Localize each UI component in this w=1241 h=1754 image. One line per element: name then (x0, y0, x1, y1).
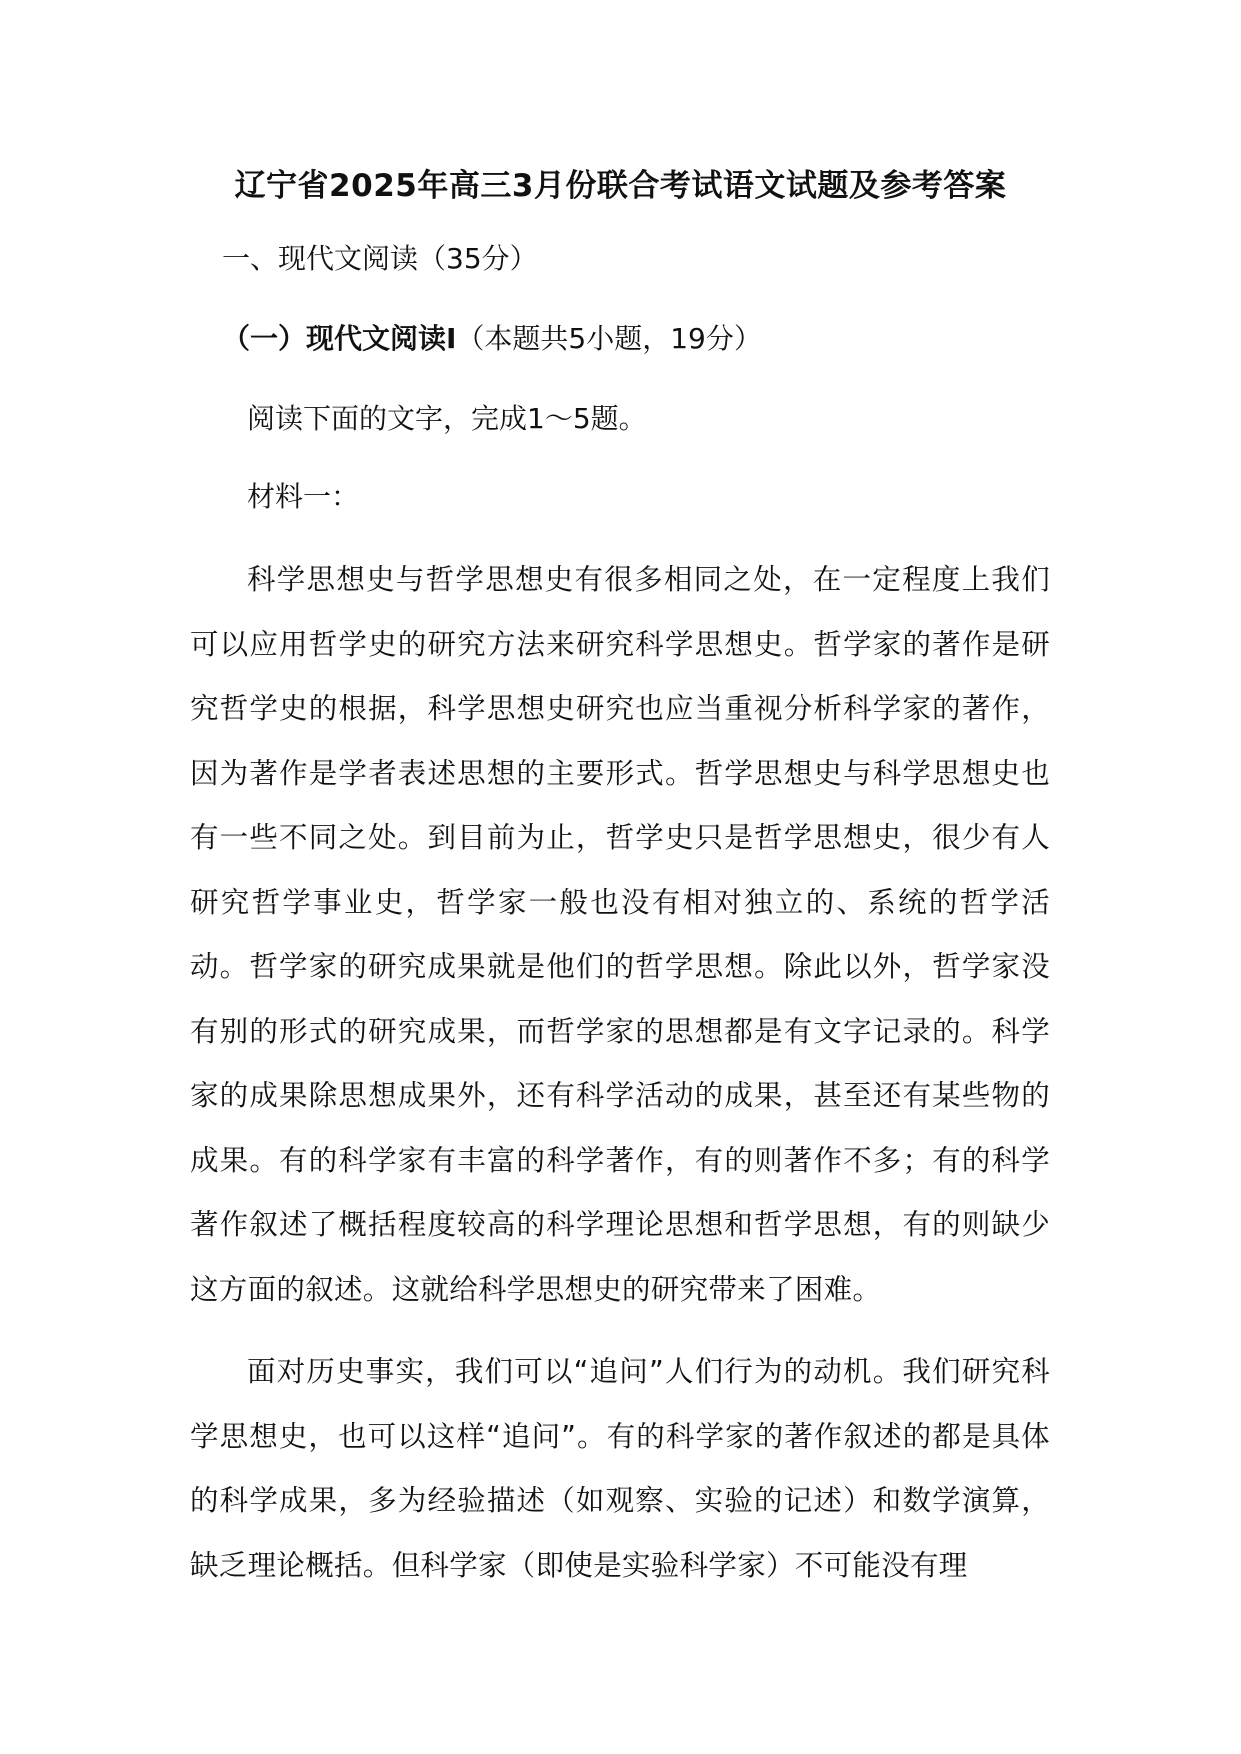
subsection-heading-note: （本题共5小题，19分） (456, 322, 762, 355)
section-heading: 一、现代文阅读（35分） (222, 242, 538, 275)
subsection-heading (222, 317, 762, 357)
document-title: 辽宁省2025年高三3月份联合考试语文试题及参考答案 (234, 168, 1007, 204)
material-label: 材料一： (247, 480, 360, 513)
subsection-heading-title: （一）现代文阅读Ⅰ (222, 322, 457, 355)
body-paragraph: 科学思想史与哲学思想史有很多相同之处，在一定程度上我们可以应用哲学史的研究方法来研究科学思想史。哲学家的著作是研究哲学史的根据，科学思想史研究也应当重视分析科学家的著作，因为著作是学者表述思想的主要形式。哲学思想史与科学思想史也有一些不同之处。到目前为止，哲学史只是哲学思想史，很少有人研究哲学事业史，哲学家一般也没有相对独立的、系统的哲学活动。哲学家的研究成果就是他们的哲学思想。除此以外，哲学家没有别的形式的研究成果，而哲学家的思想都是有文字记录的。科学家的成果除思想成果外，还有科学活动的成果，甚至还有某些物的成果。有的科学家有丰富的科学著作，有的则著作不多；有的科学著作叙述了概括程度较高的科学理论思想和哲学思想，有的则缺少这方面的叙述。这就给科学思想史的研究带来了困难。 (190, 563, 1050, 1306)
reading-instruction: 阅读下面的文字，完成1～5题。 (247, 402, 647, 435)
body-paragraph: 面对历史事实，我们可以“追问”人们行为的动机。我们研究科学思想史，也可以这样“追问”。有的科学家的著作叙述的都是具体的科学成果，多为经验描述（如观察、实验的记述）和数学演算，缺乏理论概括。但科学家（即使是实验科学家）不可能没有理 (190, 1355, 1050, 1582)
